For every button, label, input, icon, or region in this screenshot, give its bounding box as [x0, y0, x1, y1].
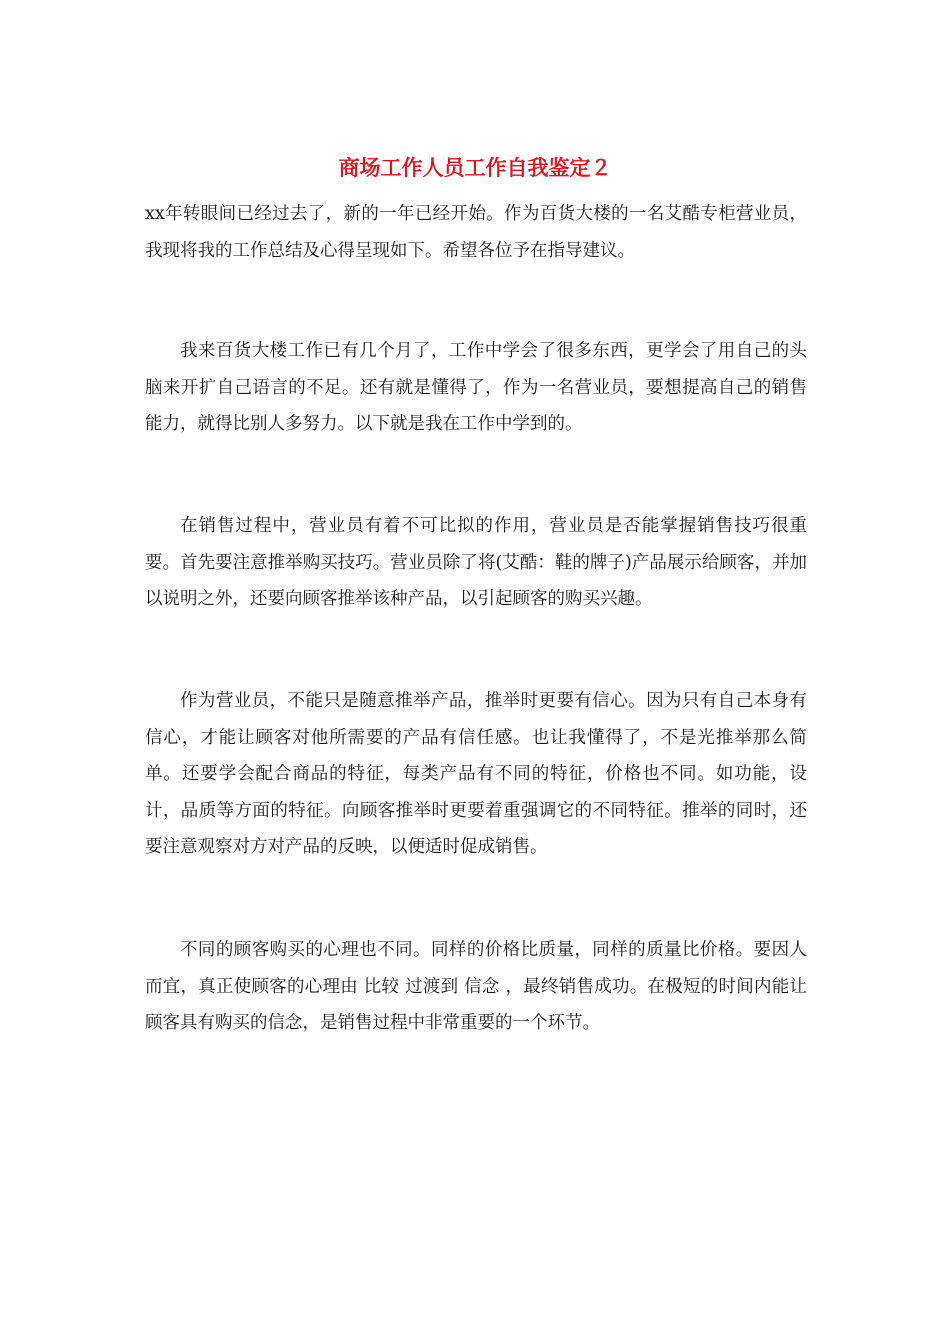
document-title: 商场工作人员工作自我鉴定２	[338, 155, 612, 180]
paragraph-experience: 我来百货大楼工作已有几个月了，工作中学会了很多东西，更学会了用自己的头脑来开扩自己语言的不足。还有就是懂得了，作为一名营业员，要想提高自己的销售能力，就得比别人多努力。以下就是我在工作中学到的。	[145, 341, 807, 434]
paragraph-customer-psychology: 不同的顾客购买的心理也不同。同样的价格比质量，同样的质量比价格。要因人而宜，真正使顾客的心理由 比较 过渡到 信念 ，最终销售成功。在极短的时间内能让顾客具有购买的信念，是销售过程中非常重要的一个环节。	[145, 940, 807, 1033]
paragraph-confidence: 作为营业员，不能只是随意推举产品，推举时更要有信心。因为只有自己本身有信心，才能让顾客对他所需要的产品有信任感。也让我懂得了，不是光推举那么简单。还要学会配合商品的特征，每类产品有不同的特征，价格也不同。如功能，设计，品质等方面的特征。向顾客推举时更要着重强调它的不同特征。推举的同时，还要注意观察对方对产品的反映，以便适时促成销售。	[145, 691, 807, 857]
paragraph-sales-role: 在销售过程中，营业员有着不可比拟的作用，营业员是否能掌握销售技巧很重要。首先要注意推举购买技巧。营业员除了将(艾酷：鞋的牌子)产品展示给顾客，并加以说明之外，还要向顾客推举该种产品，以引起顾客的购买兴趣。	[145, 516, 807, 609]
paragraph-intro: xx年转眼间已经过去了，新的一年已经开始。作为百货大楼的一名艾酷专柜营业员，我现将我的工作总结及心得呈现如下。希望各位予在指导建议。	[145, 204, 807, 261]
